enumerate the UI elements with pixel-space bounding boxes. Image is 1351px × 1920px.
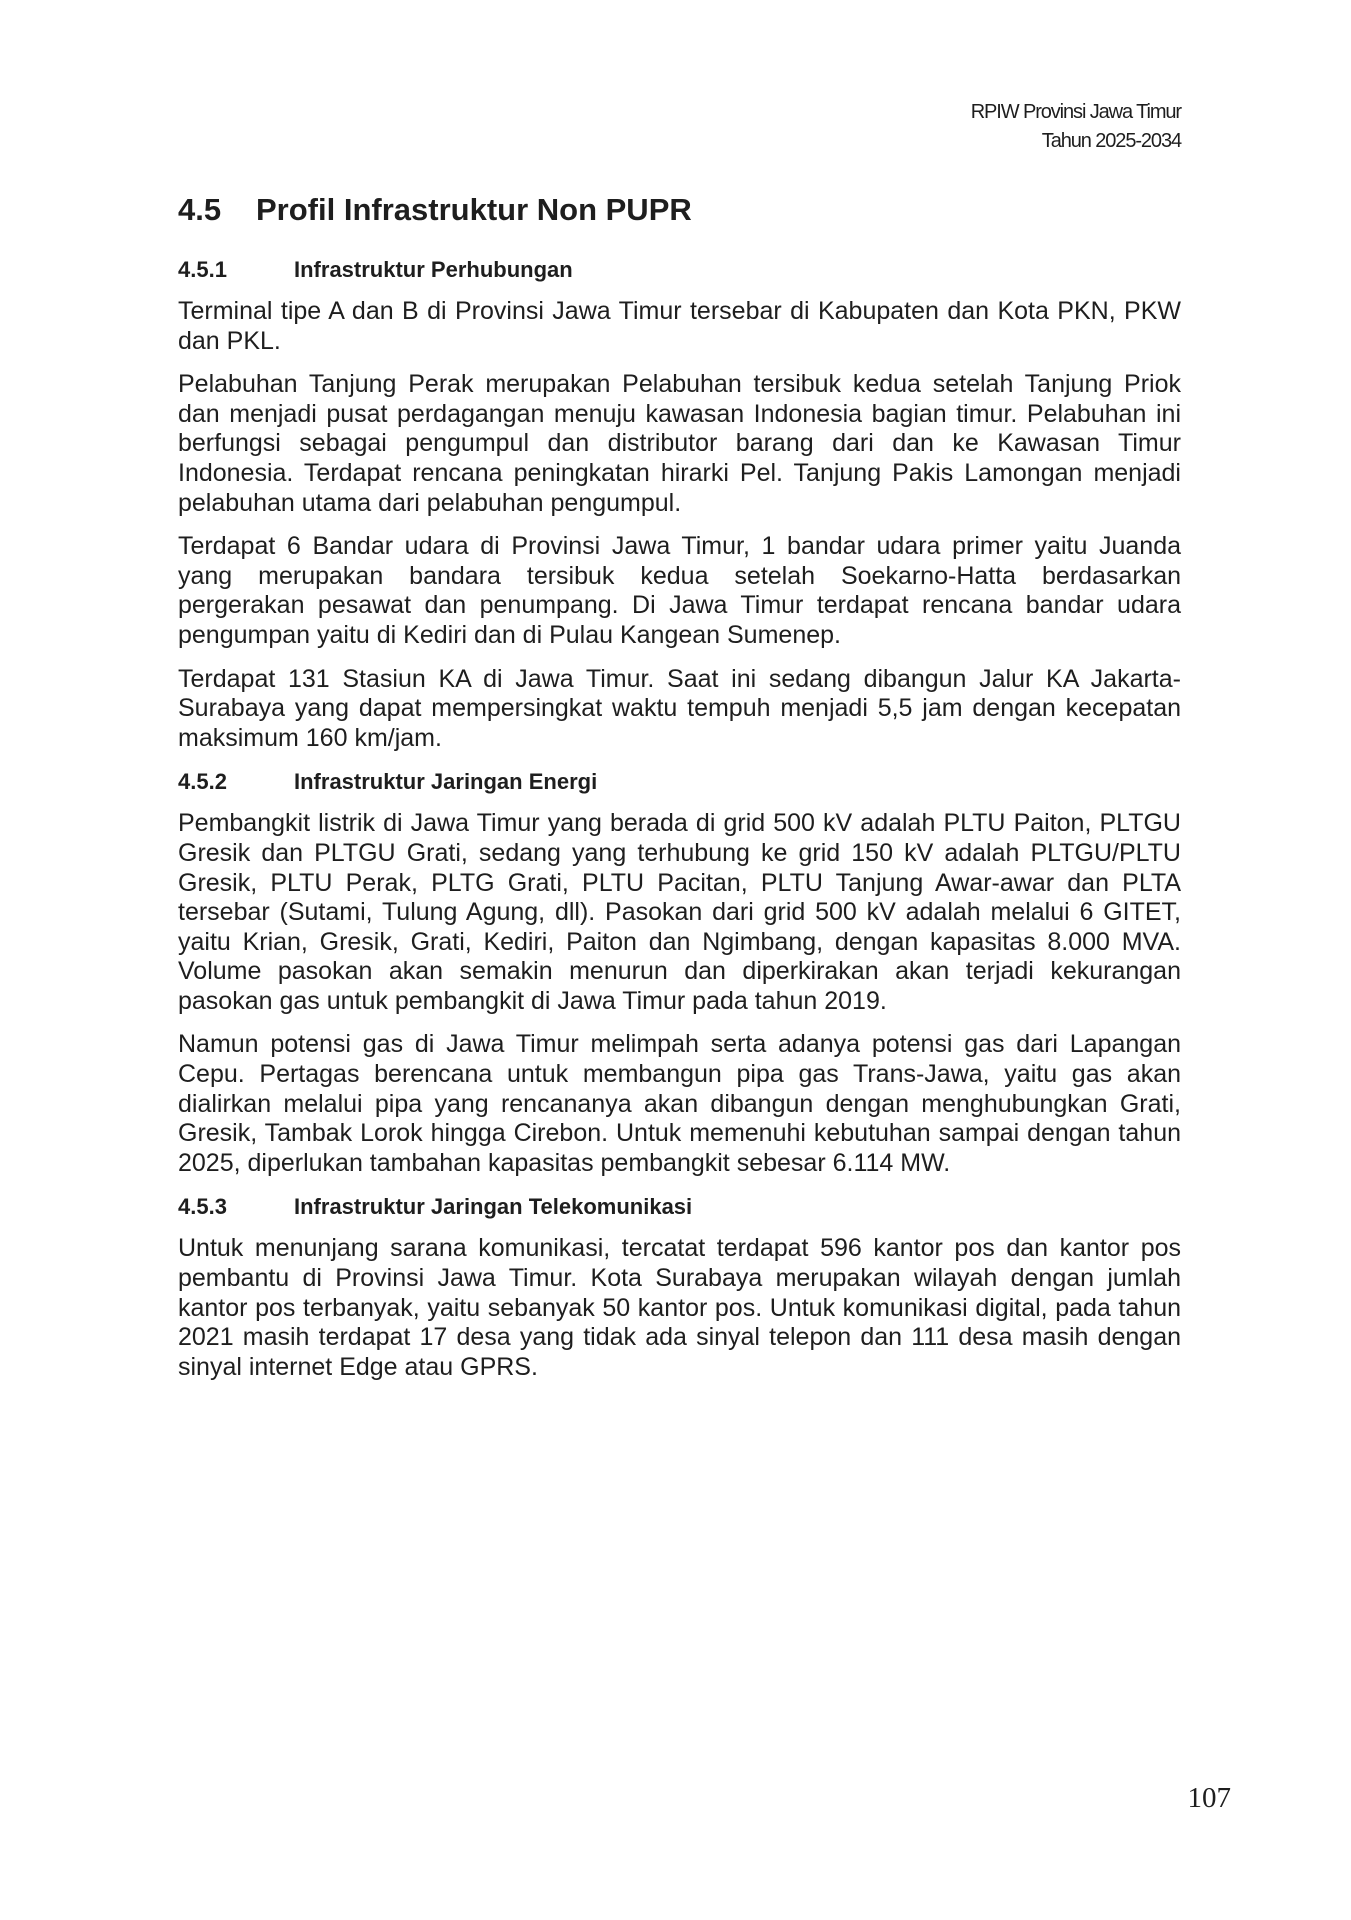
paragraph-telecom: Untuk menunjang sarana komunikasi, tercatat terdapat 596 kantor pos dan kantor pos pembantu di Provinsi Jawa Timur. Kota Surabaya merupakan wilayah dengan jumlah kantor pos terbanyak, yaitu sebanyak 50 kantor pos. Untuk komunikasi digital, pada tahun 2021 masih terdapat 17 desa yang tidak ada sinyal telepon dan 111 desa masih dengan sinyal internet Edge atau GPRS. — [178, 1234, 1181, 1381]
section-heading — [178, 190, 1181, 230]
subsection-heading-energy — [178, 767, 1181, 797]
page-content — [178, 190, 1181, 1396]
paragraph-airport: Terdapat 6 Bandar udara di Provinsi Jawa Timur, 1 bandar udara primer yaitu Juanda yang merupakan bandara tersibuk kedua setelah Soekarno-Hatta berdasarkan pergerakan pesawat dan penumpang. Di Jawa Timur terdapat rencana bandar udara pengumpan yaitu di Kediri dan di Pulau Kangean Sumenep. — [178, 532, 1181, 649]
subsection-number: 4.5.1 — [178, 257, 227, 282]
paragraph-gas: Namun potensi gas di Jawa Timur melimpah serta adanya potensi gas dari Lapangan Cepu. Pertagas berencana untuk membangun pipa gas Trans-Jawa, yaitu gas akan dialirkan melalui pipa yang rencananya akan dibangun dengan menghubungkan Grati, Gresik, Tambak Lorok hingga Cirebon. Untuk memenuhi kebutuhan sampai dengan tahun 2025, diperlukan tambahan kapasitas pembangkit sebesar 6.114 MW. — [178, 1030, 1181, 1177]
subsection-number: 4.5.3 — [178, 1194, 227, 1220]
section-title: Profil Infrastruktur Non PUPR — [256, 192, 692, 227]
header-document-title: RPIW Provinsi Jawa Timur — [970, 101, 1181, 123]
subsection-title: Infrastruktur Jaringan Telekomunikasi — [294, 1194, 693, 1220]
running-header — [971, 98, 1181, 156]
page-number: 107 — [1187, 1782, 1231, 1814]
paragraph-power-plants: Pembangkit listrik di Jawa Timur yang berada di grid 500 kV adalah PLTU Paiton, PLTGU Gresik dan PLTGU Grati, sedang yang terhubung ke grid 150 kV adalah PLTGU/PLTU Gresik, PLTU Perak, PLTG Grati, PLTU Pacitan, PLTU Tanjung Awar-awar dan PLTA tersebar (Sutami, Tulung Agung, dll). Pasokan dari grid 500 kV adalah melalui 6 GITET, yaitu Krian, Gresik, Grati, Kediri, Paiton dan Ngimbang, dengan kapasitas 8.000 MVA. Volume pasokan akan semakin menurun dan diperkirakan akan terjadi kekurangan pasokan gas untuk pembangkit di Jawa Timur pada tahun 2019. — [178, 809, 1181, 1015]
subsection-title: Infrastruktur Jaringan Energi — [294, 769, 598, 795]
paragraph-terminal: Terminal tipe A dan B di Provinsi Jawa Timur tersebar di Kabupaten dan Kota PKN, PKW dan PKL. — [178, 297, 1181, 355]
subsection-heading-telecom — [178, 1192, 1181, 1222]
header-period: Tahun 2025-2034 — [1041, 130, 1181, 152]
paragraph-railway: Terdapat 131 Stasiun KA di Jawa Timur. Saat ini sedang dibangun Jalur KA Jakarta-Surabaya yang dapat mempersingkat waktu tempuh menjadi 5,5 jam dengan kecepatan maksimum 160 km/jam. — [178, 664, 1181, 752]
section-number: 4.5 — [178, 192, 222, 227]
paragraph-port: Pelabuhan Tanjung Perak merupakan Pelabuhan tersibuk kedua setelah Tanjung Priok dan menjadi pusat perdagangan menuju kawasan Indonesia bagian timur. Pelabuhan ini berfungsi sebagai pengumpul dan distributor barang dari dan ke Kawasan Timur Indonesia. Terdapat rencana peningkatan hirarki Pel. Tanjung Pakis Lamongan menjadi pelabuhan utama dari pelabuhan pengumpul. — [178, 370, 1181, 517]
subsection-number: 4.5.2 — [178, 769, 227, 795]
subsection-title: Infrastruktur Perhubungan — [294, 257, 573, 282]
subsection-heading-transport — [178, 255, 1181, 285]
